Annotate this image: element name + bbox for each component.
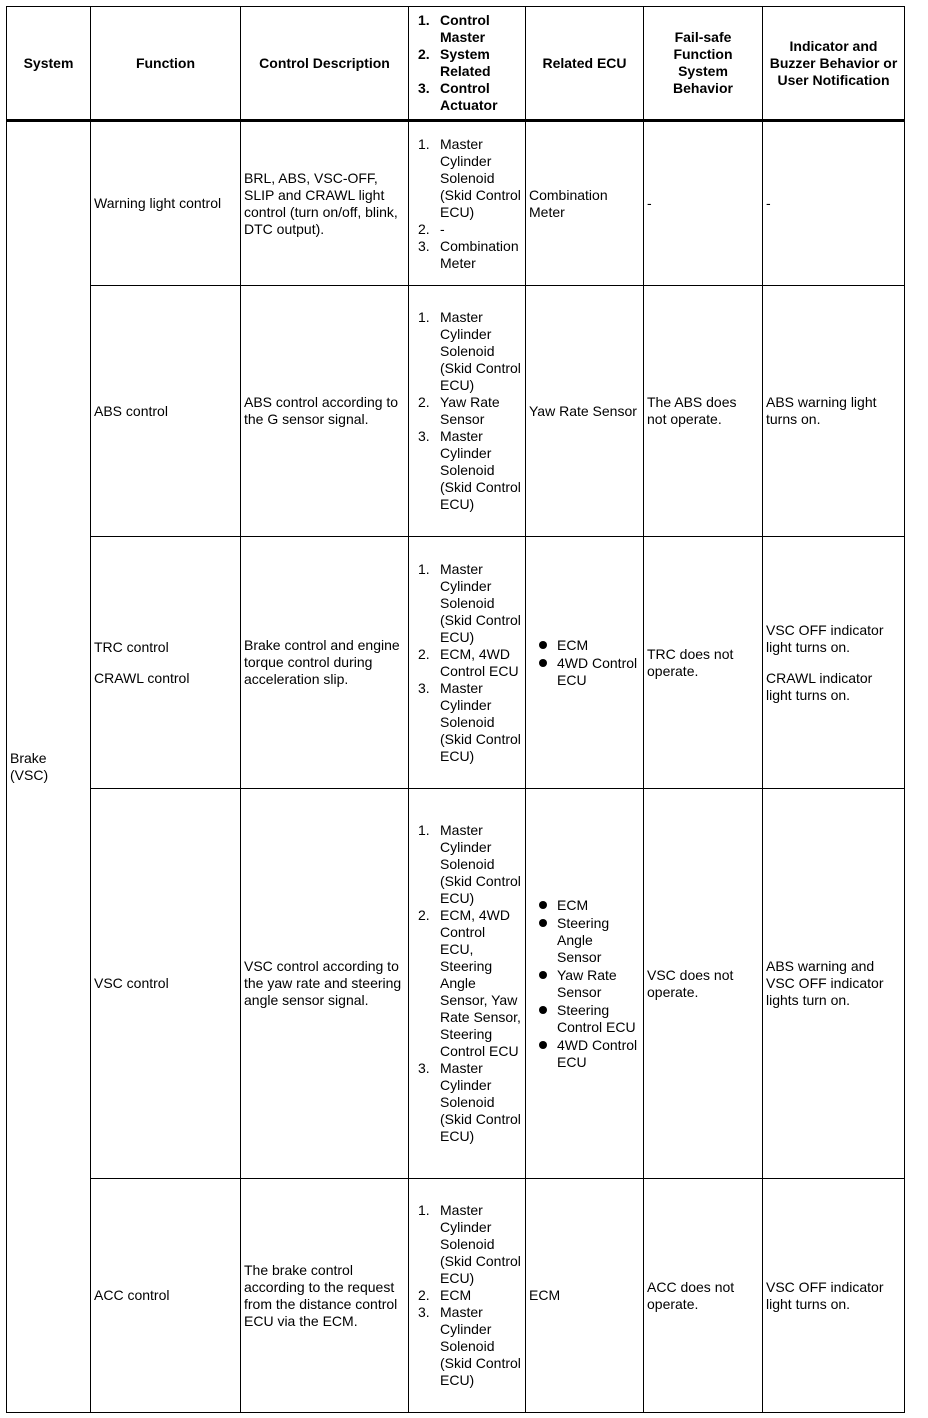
control-list xyxy=(412,1202,522,1389)
control-cell xyxy=(409,537,526,789)
table-row xyxy=(7,1179,905,1413)
failsafe-cell: ACC does not operate. xyxy=(644,1179,763,1413)
control-list xyxy=(412,309,522,513)
control-item: Master Cylinder Solenoid (Skid Control ECU) xyxy=(440,135,521,220)
control-list xyxy=(412,136,522,272)
control-cell xyxy=(409,121,526,286)
related-ecu-list xyxy=(529,897,640,1071)
related-ecu-list xyxy=(529,637,640,689)
control-list xyxy=(412,822,522,1145)
control-list xyxy=(412,561,522,765)
control-cell xyxy=(409,1179,526,1413)
function-name: TRC control xyxy=(94,638,169,655)
indicator-text: CRAWL indicator light turns on. xyxy=(766,669,873,703)
related-ecu-item: ECM xyxy=(557,897,640,914)
control-item: Master Cylinder Solenoid (Skid Control ECU) xyxy=(440,428,521,512)
description-cell: VSC control according to the yaw rate and steering angle sensor signal. xyxy=(241,789,409,1179)
failsafe-cell: TRC does not operate. xyxy=(644,537,763,789)
indicator-cell xyxy=(763,1179,905,1413)
indicator-cell xyxy=(763,537,905,789)
description-cell: BRL, ABS, VSC-OFF, SLIP and CRAWL light control (turn on/off, blink, DTC output). xyxy=(241,121,409,286)
related-ecu-cell: ECM xyxy=(526,1179,644,1413)
table-row xyxy=(7,121,905,286)
indicator-text: VSC OFF indicator light turns on. xyxy=(766,621,884,655)
function-name: Warning light control xyxy=(94,195,222,211)
function-cell xyxy=(91,121,241,286)
related-ecu-cell xyxy=(526,537,644,789)
header-row xyxy=(7,7,905,121)
header-function: Function xyxy=(91,7,241,121)
header-system: System xyxy=(7,7,91,121)
control-item: ECM, 4WD Control ECU, Steering Angle Sensor, Yaw Rate Sensor, Steering Control ECU xyxy=(440,907,521,1059)
related-ecu-item: Steering Control ECU xyxy=(557,1002,640,1036)
header-related-ecu: Related ECU xyxy=(526,7,644,121)
indicator-text: VSC OFF indicator light turns on. xyxy=(766,1278,884,1312)
indicator-cell xyxy=(763,121,905,286)
header-role: System Related xyxy=(440,46,491,79)
control-item: Master Cylinder Solenoid (Skid Control ECU) xyxy=(440,309,521,393)
related-ecu-item: Yaw Rate Sensor xyxy=(557,967,640,1001)
control-item: Master Cylinder Solenoid (Skid Control ECU) xyxy=(440,822,521,906)
function-name: VSC control xyxy=(94,975,169,991)
control-item: - xyxy=(440,220,445,237)
function-cell xyxy=(91,286,241,537)
header-role: Control Master xyxy=(440,12,490,45)
function-table xyxy=(6,6,905,1413)
control-cell xyxy=(409,789,526,1179)
control-item: Master Cylinder Solenoid (Skid Control ECU) xyxy=(440,560,521,645)
related-ecu-item: 4WD Control ECU xyxy=(557,655,640,689)
related-ecu-cell: Yaw Rate Sensor xyxy=(526,286,644,537)
related-ecu-item: 4WD Control ECU xyxy=(557,1037,640,1071)
control-item: Master Cylinder Solenoid (Skid Control ECU) xyxy=(440,1202,521,1286)
description-cell: Brake control and engine torque control during acceleration slip. xyxy=(241,537,409,789)
header-control-roles xyxy=(409,7,526,121)
table-row xyxy=(7,286,905,537)
function-name: ACC control xyxy=(94,1287,170,1303)
control-item: Yaw Rate Sensor xyxy=(440,394,500,427)
function-cell xyxy=(91,1179,241,1413)
header-control-roles-list xyxy=(412,12,522,114)
indicator-text: - xyxy=(766,195,771,211)
related-ecu-cell: Combination Meter xyxy=(526,121,644,286)
header-indicator: Indicator and Buzzer Behavior or User Notification xyxy=(763,7,905,121)
related-ecu-item: ECM xyxy=(557,637,640,654)
header-control-description: Control Description xyxy=(241,7,409,121)
failsafe-cell: - xyxy=(644,121,763,286)
table-row xyxy=(7,537,905,789)
related-ecu-cell xyxy=(526,789,644,1179)
system-name: Brake (VSC) xyxy=(7,121,91,1413)
control-cell xyxy=(409,286,526,537)
indicator-cell xyxy=(763,789,905,1179)
control-item: Master Cylinder Solenoid (Skid Control ECU) xyxy=(440,1060,521,1144)
function-cell xyxy=(91,537,241,789)
description-cell: ABS control according to the G sensor signal. xyxy=(241,286,409,537)
indicator-cell xyxy=(763,286,905,537)
control-item: ECM xyxy=(440,1287,472,1303)
table-row xyxy=(7,789,905,1179)
indicator-text: ABS warning light turns on. xyxy=(766,394,877,427)
header-failsafe: Fail-safe Function System Behavior xyxy=(644,7,763,121)
control-item: Master Cylinder Solenoid (Skid Control ECU) xyxy=(440,1304,521,1388)
failsafe-cell: VSC does not operate. xyxy=(644,789,763,1179)
header-role: Control Actuator xyxy=(440,80,498,113)
function-cell xyxy=(91,789,241,1179)
control-item: Combination Meter xyxy=(440,237,519,271)
indicator-text: ABS warning and VSC OFF indicator lights turn on. xyxy=(766,958,884,1008)
control-item: ECM, 4WD Control ECU xyxy=(440,645,519,679)
failsafe-cell: The ABS does not operate. xyxy=(644,286,763,537)
description-cell: The brake control according to the request from the distance control ECU via the ECM. xyxy=(241,1179,409,1413)
function-name: CRAWL control xyxy=(94,669,190,686)
function-name: ABS control xyxy=(94,402,168,419)
related-ecu-item: Steering Angle Sensor xyxy=(557,915,640,966)
control-item: Master Cylinder Solenoid (Skid Control ECU) xyxy=(440,679,521,764)
